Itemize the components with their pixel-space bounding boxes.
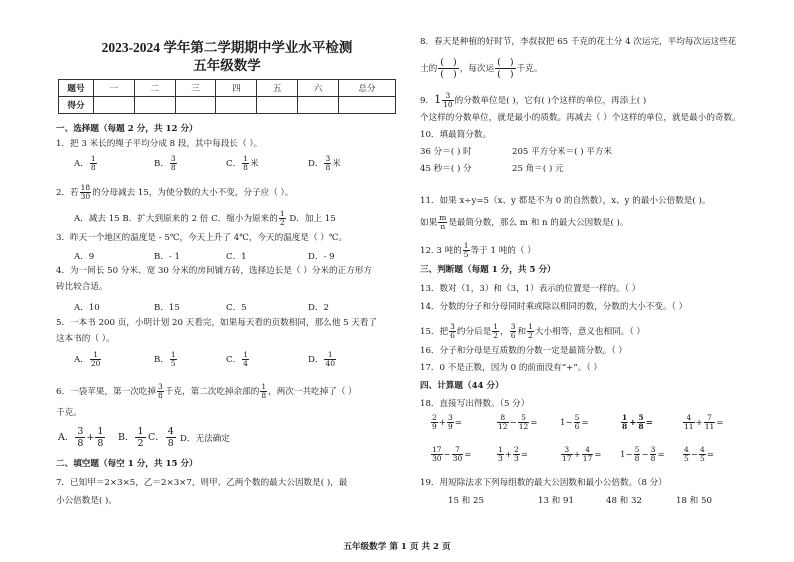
question-17: 17．0 不是正数，因为 0 的前面没有“+”。（ ） (420, 363, 602, 373)
score-table-header-row (59, 80, 396, 97)
score-cell[interactable] (298, 97, 339, 114)
score-table-score-row (59, 97, 396, 114)
calc-item: $\frac{4}{5}$ − $\frac{4}{5}$ = (684, 445, 714, 463)
q3-option-d[interactable]: D．- 9 (308, 252, 335, 262)
answer-blank-fraction[interactable]: ( ) ( ) (497, 57, 514, 80)
question-11-line-1: 11．如果 x÷y=5（x、y 都是不为 0 的自然数），x、y 的最小公倍数是( )。 (420, 196, 711, 206)
question-7-line-2: 小公倍数是( )。 (56, 496, 117, 506)
question-5-line-2: 这本书的（ ）。 (56, 334, 115, 344)
q6-option-c[interactable]: C． $\frac{4}{8}$ (148, 426, 174, 449)
score-cell: 题号 (59, 80, 94, 97)
section-3-title: 三、判断题（每题 1 分，共 5 分） (420, 265, 556, 275)
question-6: 6．一袋苹果，第一次吃掉 $\frac{3}{8}$ 千克，第二次吃掉余部的 $\frac{1}{8}$ ，两次一共吃掉了（ ） (56, 382, 357, 400)
question-1: 1．把 3 米长的绳子平均分成 8 段，其中每段长（ ）。 (56, 139, 263, 149)
q10-item-1: 36 分＝( ) 时 (420, 147, 472, 157)
score-cell: 二 (134, 80, 175, 97)
question-7-line-1: 7．已知甲＝2×3×5，乙＝2×3×7，则甲、乙两个数的最大公因数是( )，最 (56, 478, 348, 488)
score-cell: 五 (257, 80, 298, 97)
q4-option-c[interactable]: C．5 (226, 303, 247, 313)
question-10-title: 10．填最简分数。 (420, 130, 492, 140)
question-3: 3．昨天一个地区的温度是 - 5℃，今天上升了 4℃，今天的温度是（ ）℃。 (56, 233, 348, 243)
q3-option-c[interactable]: C．1 (226, 252, 247, 262)
q4-option-b[interactable]: B．15 (154, 303, 180, 313)
score-cell: 三 (175, 80, 216, 97)
question-4-line-2: 砖比较合适。 (56, 282, 108, 292)
score-cell: 四 (216, 80, 257, 97)
question-18: 18．直接写出得数。（5 分） (420, 399, 530, 409)
calc-item: $\frac{1}{3}$ + $\frac{2}{3}$ = (498, 445, 528, 463)
question-14: 14．分数的分子和分母同时乘或除以相同的数，分数的大小不变。（ ） (420, 302, 688, 312)
question-9-line-1: 9．1 $\frac{3}{10}$ 的分数单位是( )，它有( )个这样的单位，再添上( ) (420, 91, 647, 109)
q3-option-a[interactable]: A．9 (74, 252, 95, 262)
question-19: 19．用短除法求下列每组数的最大公因数和最小公倍数。（8 分） (420, 478, 667, 488)
question-8-line-1: 8．春天是种植的好时节，李叔叔把 65 千克的花土分 4 次运完，平均每次运这些花 (420, 37, 737, 47)
calc-item: $\frac{2}{9}$ + $\frac{3}{9}$ = (432, 413, 462, 431)
score-cell[interactable] (257, 97, 298, 114)
calc-item: 1− $\frac{5}{6}$ = (560, 413, 589, 431)
q6-option-b[interactable]: B． $\frac{1}{2}$ (118, 426, 144, 449)
gcd-pair: 13 和 91 (538, 496, 574, 506)
q5-option-b[interactable]: B． $\frac{1}{5}$ (154, 350, 176, 368)
question-12: 12. 3 吨的 $\frac{1}{5}$ 等于 1 吨的（ ） (420, 241, 536, 259)
gcd-pair: 18 和 50 (676, 496, 712, 506)
calc-item: $\frac{8}{12}$ − $\frac{5}{12}$ = (498, 413, 538, 431)
question-13: 13．数对（1，3）和（3，1）表示的位置是一样的。（ ） (420, 284, 641, 294)
question-5-line-1: 5．一本书 200 页，小明计划 20 天看完，如果每天看的页数相同，那么他 5 天看了 (56, 318, 378, 328)
section-1-title: 一、选择题（每题 2 分，共 12 分） (56, 124, 198, 134)
calc-item: $\frac{1}{8}$ + $\frac{5}{8}$ = (622, 413, 653, 431)
score-cell[interactable] (216, 97, 257, 114)
q10-item-4: 25 角＝( ) 元 (512, 164, 564, 174)
score-cell: 得分 (59, 97, 94, 114)
page-footer: 五年级数学 第 1 页 共 2 页 (343, 542, 451, 552)
calc-item: $\frac{3}{17}$ + $\frac{4}{17}$ = (562, 445, 602, 463)
q3-option-b[interactable]: B．- 1 (154, 252, 181, 262)
calc-item: 1− $\frac{5}{8}$ − $\frac{3}{8}$ = (620, 445, 665, 463)
q2-options[interactable]: A．减去 15 B．扩大到原来的 2 倍 C．缩小为原来的 $\frac{1}{2}$ D．加上 15 (74, 209, 336, 227)
answer-blank-fraction[interactable]: ( ) ( ) (440, 57, 457, 80)
q5-option-c[interactable]: C． $\frac{1}{4}$ (226, 350, 248, 368)
q1-option-d[interactable]: D． $\frac{3}{8}$ 米 (308, 154, 341, 172)
question-15: 15．把 $\frac{3}{6}$ 约分后是 $\frac{1}{2}$ ， $\frac{3}{6}$ 和 $\frac{1}{2}$ 大小相等，意义也相同。（ ） (420, 322, 646, 340)
question-6-line-2: 千克。 (56, 408, 82, 418)
question-4-line-1: 4．为一间长 50 分米、宽 30 分米的房间铺方砖，选择边长是（ ）分米的正方形方 (56, 266, 372, 276)
exam-subtitle: 五年级数学 (193, 58, 261, 73)
gcd-pair: 48 和 32 (606, 496, 642, 506)
q1-option-b[interactable]: B． $\frac{3}{8}$ (154, 154, 176, 172)
q6-option-a[interactable]: A． $\frac{3}{8}$ + $\frac{1}{8}$ (58, 426, 104, 449)
question-2: 2．若 $\frac{18}{30}$ 的分母减去 15，为使分数的大小不变，分子应（ ）。 (56, 183, 294, 201)
gcd-pair: 15 和 25 (448, 496, 484, 506)
score-cell[interactable] (175, 97, 216, 114)
score-cell: 总分 (339, 80, 396, 97)
score-cell: 一 (94, 80, 135, 97)
q10-item-3: 45 秒＝( ) 分 (420, 164, 472, 174)
calc-item: $\frac{4}{11}$ + $\frac{7}{11}$ = (684, 413, 724, 431)
section-4-title: 四、计算题（44 分） (420, 381, 504, 391)
question-8-line-2: 土的 ( ) ( ) ，每次运 ( ) ( ) 千克。 (420, 57, 543, 80)
section-2-title: 二、填空题（每空 1 分，共 15 分） (56, 459, 198, 469)
score-cell[interactable] (94, 97, 135, 114)
score-table (58, 79, 396, 114)
q1-option-a[interactable]: A． $\frac{1}{8}$ (74, 154, 96, 172)
q5-option-a[interactable]: A． $\frac{1}{20}$ (74, 350, 101, 368)
q6-option-d[interactable]: D．无法确定 (180, 434, 230, 444)
q10-item-2: 205 平方分米＝( ) 平方米 (512, 147, 613, 157)
question-11-line-2: 如果 $\frac{m}{n}$ 是最简分数，那么 m 和 n 的最大公因数是( )。 (420, 213, 629, 231)
q5-option-d[interactable]: D． $\frac{1}{40}$ (308, 350, 336, 368)
q4-option-a[interactable]: A．10 (74, 303, 100, 313)
calc-item: $\frac{17}{30}$ − $\frac{7}{30}$ = (432, 445, 472, 463)
exam-title: 2023-2024 学年第二学期期中学业水平检测 (101, 40, 353, 55)
question-9-line-2: 个这样的分数单位，就是最小的质数。再减去（ ）个这样的单位，就是最小的奇数。 (420, 113, 741, 123)
question-16: 16．分子和分母是互质数的分数一定是最简分数。（ ） (420, 346, 628, 356)
score-cell[interactable] (134, 97, 175, 114)
q4-option-d[interactable]: D．2 (308, 303, 329, 313)
score-cell[interactable] (339, 97, 396, 114)
score-cell: 六 (298, 80, 339, 97)
q1-option-c[interactable]: C． $\frac{1}{8}$ 米 (226, 154, 259, 172)
